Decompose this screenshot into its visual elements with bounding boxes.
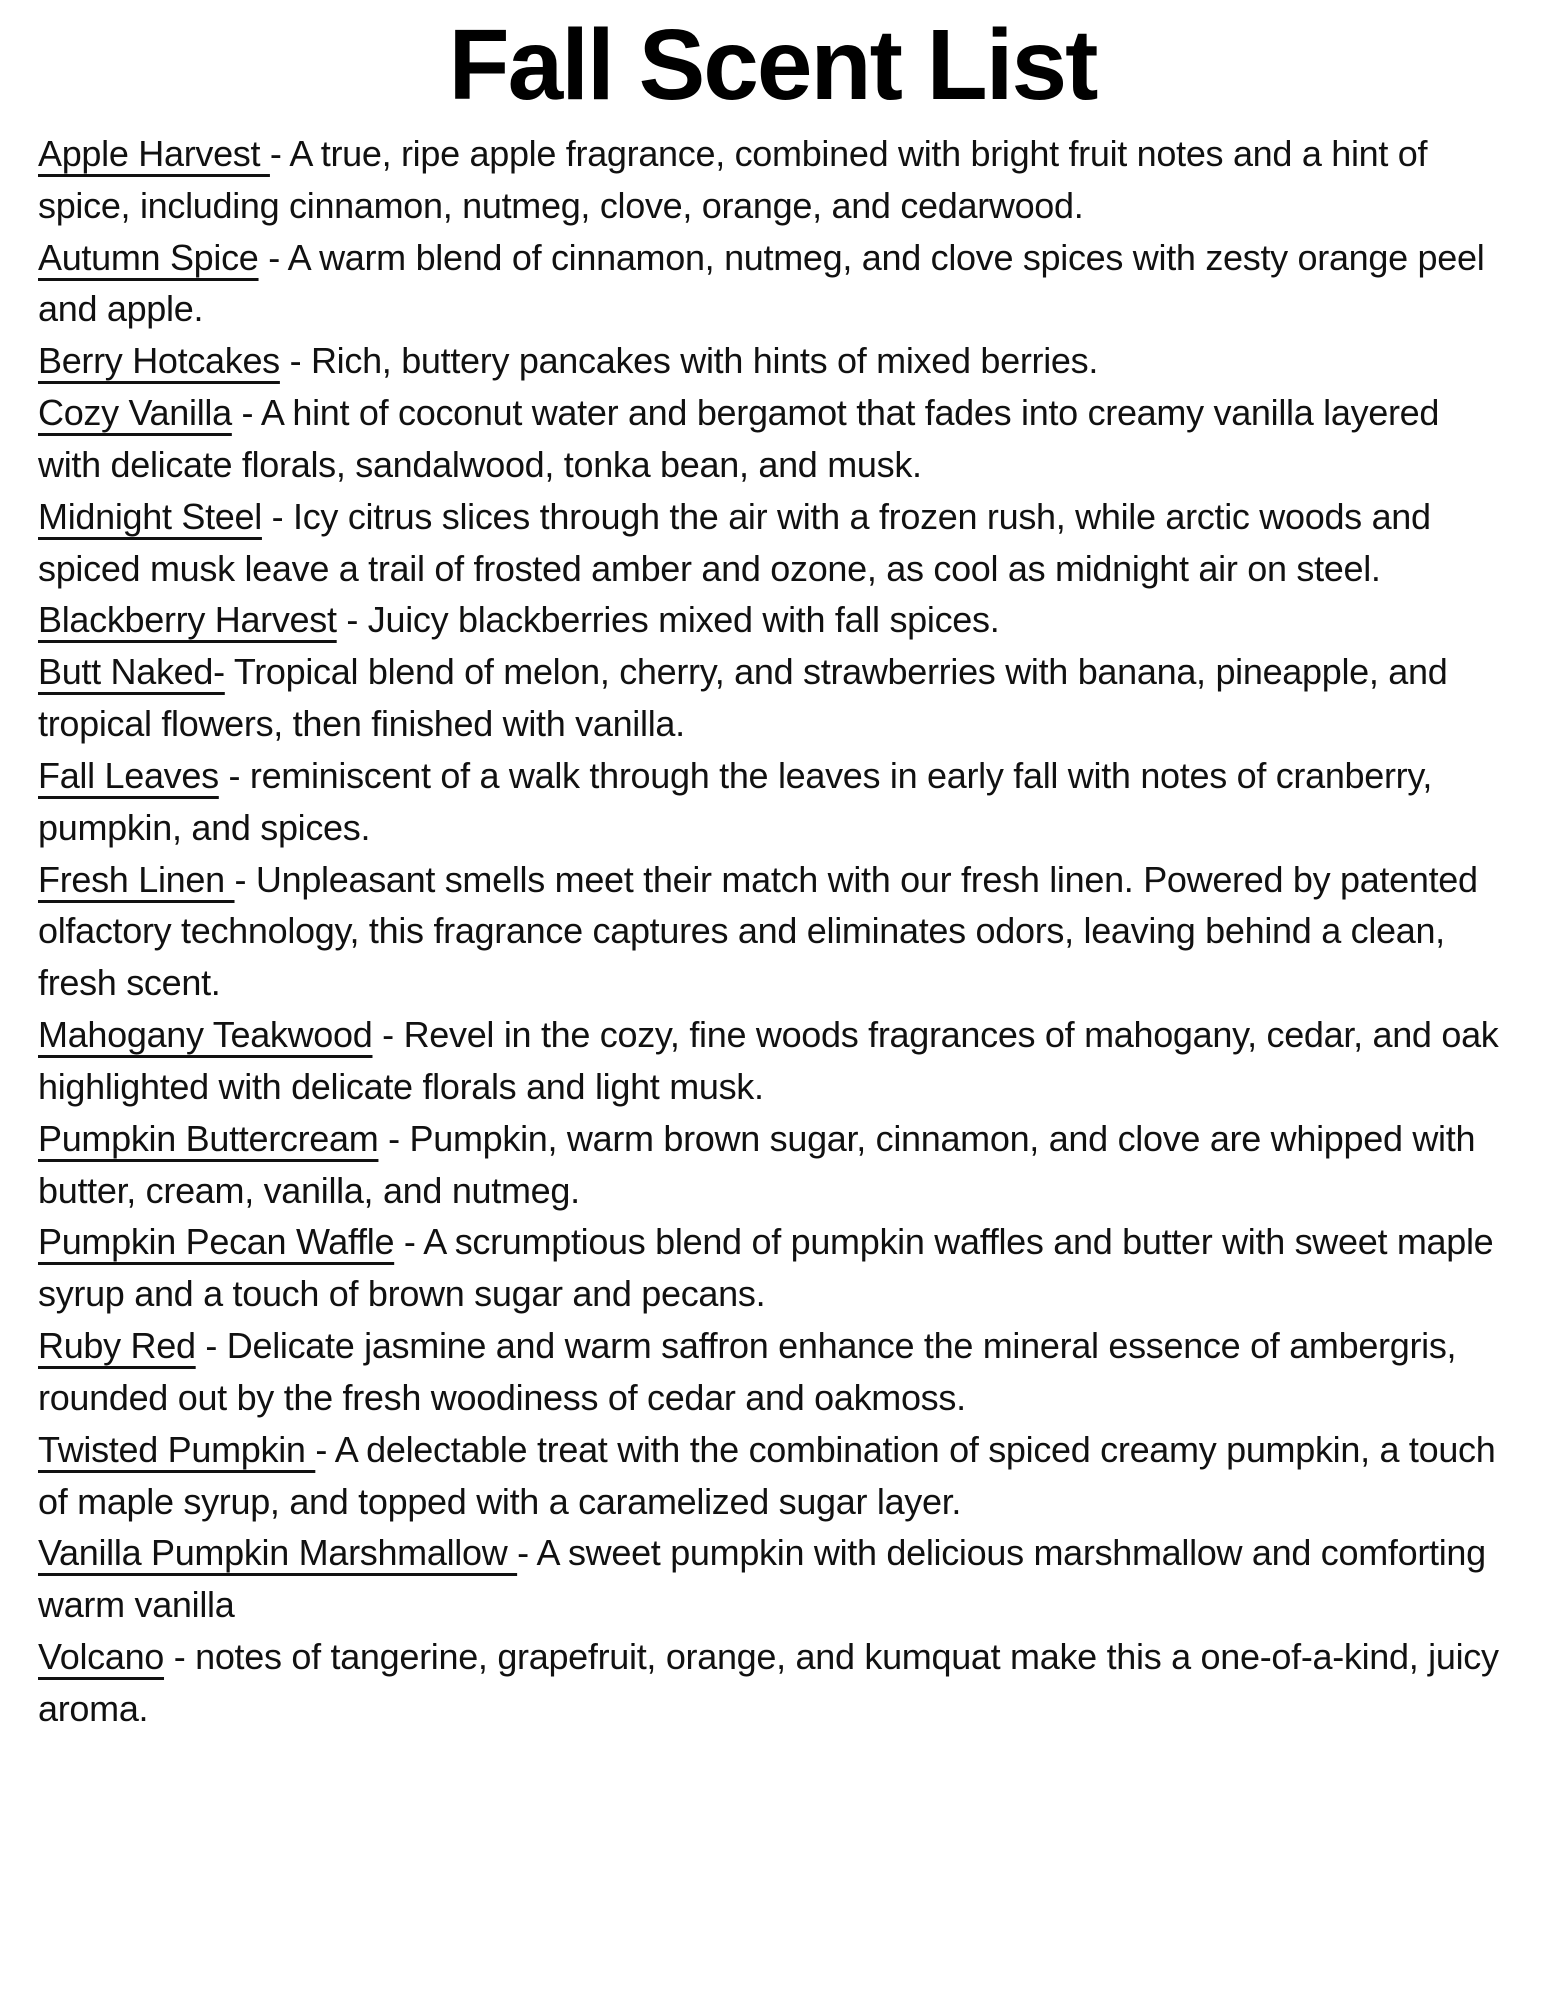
scent-description: - Pumpkin, warm brown sugar, cinnamon, and clove are whipped with butter, cream, vanilla, and nutmeg. <box>38 1117 1485 1211</box>
scent-name: Vanilla Pumpkin Marshmallow <box>38 1532 518 1574</box>
scent-name: Autumn Spice <box>38 236 259 278</box>
scent-name: Mahogany Teakwood <box>38 1014 373 1056</box>
scent-name: Midnight Steel <box>38 495 262 537</box>
scent-description: - Revel in the cozy, fine woods fragrances of mahogany, cedar, and oak highlighted with delicate florals and light musk. <box>38 1014 1509 1107</box>
scent-description: - Rich, buttery pancakes with hints of mixed berries. <box>279 340 1099 382</box>
scent-description: - A hint of coconut water and bergamot that fades into creamy vanilla layered with delicate florals, sandalwood, tonka bean, and musk. <box>38 392 1449 485</box>
scent-description: - A delectable treat with the combination of spiced creamy pumpkin, a touch of maple syrup, and topped with a caramelized sugar layer. <box>38 1428 1506 1522</box>
scent-entry <box>38 646 1509 750</box>
scent-entry <box>38 1424 1509 1528</box>
scent-entry <box>38 854 1509 1009</box>
scent-entry <box>38 491 1509 595</box>
scent-entry <box>38 750 1509 854</box>
scent-name: Volcano <box>38 1636 165 1678</box>
scent-description: - Delicate jasmine and warm saffron enhance the mineral essence of ambergris, rounded out by the fresh woodiness of cedar and oakmoss. <box>38 1325 1466 1418</box>
scent-name: Apple Harvest <box>38 133 270 174</box>
scent-entry <box>38 232 1509 336</box>
scent-name: Fresh Linen <box>38 858 235 900</box>
scent-description: - notes of tangerine, grapefruit, orange, and kumquat make this a one-of-a-kind, juicy aroma. <box>38 1636 1509 1729</box>
scent-name: Ruby Red <box>38 1325 196 1367</box>
scent-entry <box>38 1009 1509 1113</box>
scent-name: Fall Leaves <box>38 754 219 796</box>
scent-name: Twisted Pumpkin <box>38 1428 316 1470</box>
scent-description: - A warm blend of cinnamon, nutmeg, and clove spices with zesty orange peel and apple. <box>38 236 1495 330</box>
scent-entry <box>38 1113 1509 1217</box>
scent-description: - reminiscent of a walk through the leaves in early fall with notes of cranberry, pumpkin, and spices. <box>38 754 1442 848</box>
scent-description: - A scrumptious blend of pumpkin waffles and butter with sweet maple syrup and a touch of brown sugar and pecans. <box>38 1221 1504 1315</box>
scent-entry <box>38 594 1509 646</box>
scent-name: Butt Naked- <box>38 651 225 693</box>
scent-name: Berry Hotcakes <box>38 340 280 382</box>
scent-list <box>0 120 1545 1735</box>
scent-description: Tropical blend of melon, cherry, and strawberries with banana, pineapple, and tropical flowers, then finished with vanilla. <box>38 651 1458 745</box>
scent-entry <box>38 387 1509 491</box>
scent-entry <box>38 1320 1509 1424</box>
scent-description: - Icy citrus slices through the air with a frozen rush, while arctic woods and spiced musk leave a trail of frosted amber and ozone, as cool as midnight air on steel. <box>38 495 1441 589</box>
scent-entry <box>38 1216 1509 1320</box>
scent-name: Blackberry Harvest <box>38 599 337 641</box>
scent-description: - A true, ripe apple fragrance, combined with bright fruit notes and a hint of spice, including cinnamon, nutmeg, clove, orange, and cedarwood. <box>38 133 1437 226</box>
scent-entry <box>38 1527 1509 1631</box>
scent-entry <box>38 128 1509 232</box>
scent-description: - A sweet pumpkin with delicious marshmallow and comforting warm vanilla <box>38 1532 1496 1626</box>
scent-name: Pumpkin Pecan Waffle <box>38 1221 395 1263</box>
scent-name: Pumpkin Buttercream <box>38 1117 379 1159</box>
scent-description: - Unpleasant smells meet their match with our fresh linen. Powered by patented olfactory technology, this fragrance captures and eliminates odors, leaving behind a clean, fresh scent. <box>38 858 1488 1004</box>
scent-description: - Juicy blackberries mixed with fall spices. <box>336 599 1000 641</box>
scent-entry <box>38 335 1509 387</box>
scent-entry <box>38 1631 1509 1735</box>
page-title: Fall Scent List <box>448 9 1097 121</box>
scent-name: Cozy Vanilla <box>38 392 232 434</box>
